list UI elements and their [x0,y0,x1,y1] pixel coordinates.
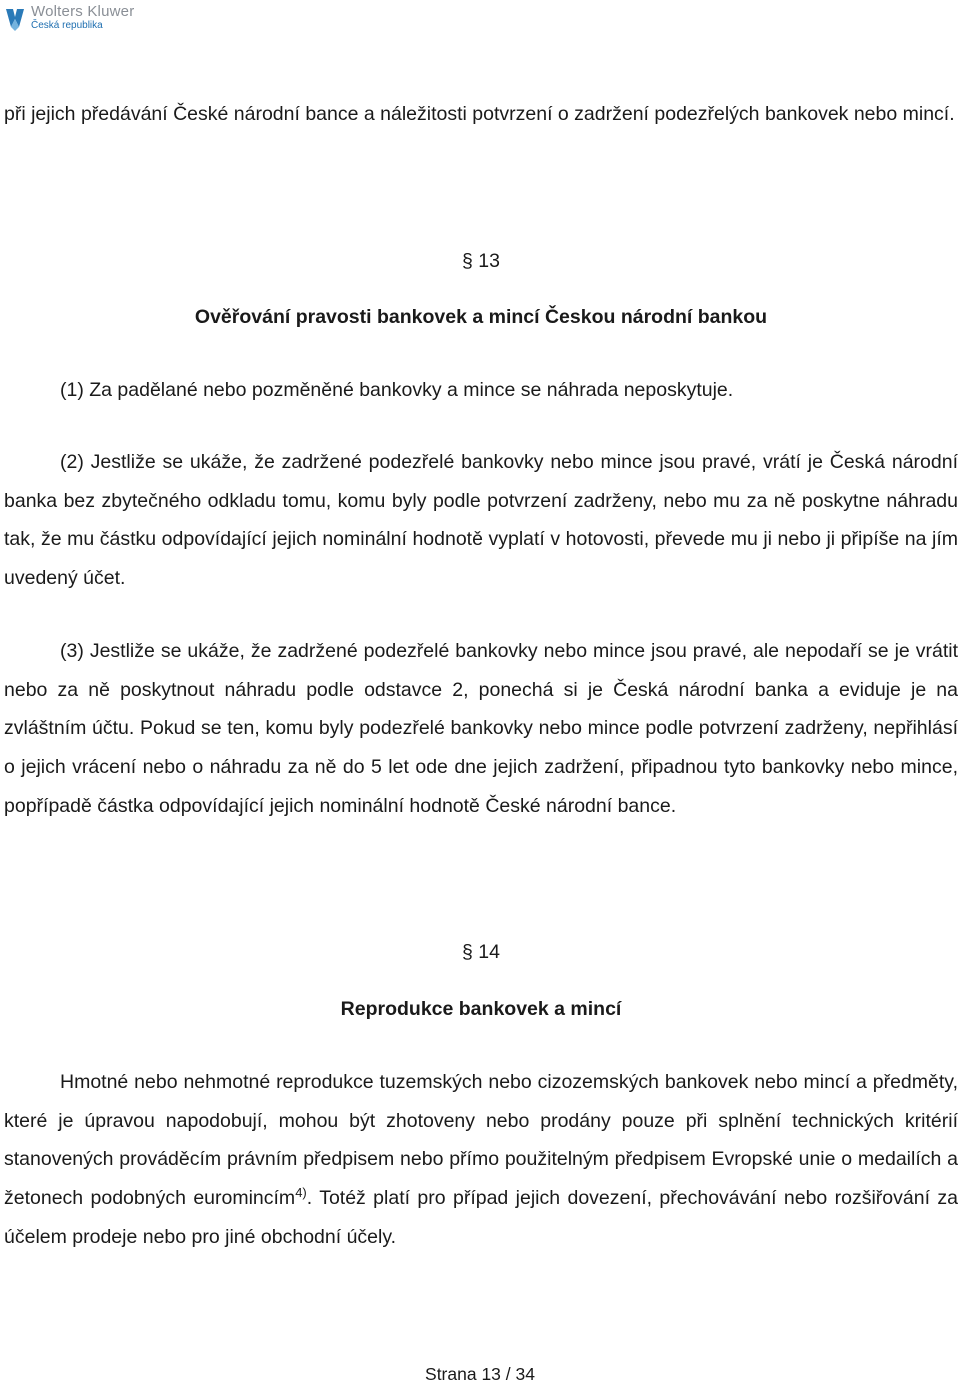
section-14-number: § 14 [462,941,500,963]
logo-text [31,4,134,31]
section-13-title: Ověřování pravosti bankovek a mincí Českou národní bankou [194,306,768,328]
section-13-paragraph-3: (3) Jestliže se ukáže, že zadržené podezřelé bankovky nebo mince jsou pravé, ale nepodaří se je vrátit nebo za ně poskytnout náhradu podle odstavce 2, ponechá si je Česká národní banka a eviduje je na zvláštním účtu. Pokud se ten, komu byly podezřelé bankovky nebo mince podle potvrzení zadrženy, nepřihlásí o jejich vrácení nebo o náhradu za ně do 5 let ode dne jejich zadržení, připadnou tyto bankovky nebo mince, popřípadě částka odpovídající jejich nominální hodnotě České národní bance. [4,640,958,817]
logo-brand-name: Wolters Kluwer [31,3,135,20]
section-14-paragraph-1 [4,1063,958,1257]
footnote-reference[interactable]: 4) [295,1185,307,1201]
publisher-logo [4,4,134,31]
intro-paragraph: při jejich předávání České národní bance a náležitosti potvrzení o zadržení podezřelých bankovek nebo mincí. [4,103,955,125]
logo-subbrand: Česká republika [31,20,103,31]
wolters-kluwer-logo-icon [4,5,26,31]
section-14-text-before-footnote: Hmotné nebo nehmotné reprodukce tuzemských nebo cizozemských bankovek nebo mincí a předměty, které je úpravou napodobují, mohou být zhotoveny nebo prodány pouze při splnění technických kritérií stanovených prováděcím právním předpisem nebo přímo použitelným předpisem Evropské unie o medailích a žetonech podobných euromincím [4,1071,958,1210]
section-13-paragraph-1: (1) Za padělané nebo pozměněné bankovky a mince se náhrada neposkytuje. [60,379,734,401]
section-14-title: Reprodukce bankovek a mincí [340,998,622,1020]
section-14-text-after-footnote: . Totéž platí pro případ jejich dovezení, přechovávání nebo rozšiřování za účelem prodeje nebo pro jiné obchodní účely. [4,1187,958,1248]
page-number: Strana 13 / 34 [425,1364,535,1384]
section-13-paragraph-2: (2) Jestliže se ukáže, že zadržené podezřelé bankovky nebo mince jsou pravé, vrátí je Česká národní banka bez zbytečného odkladu tomu, komu byly podle potvrzení zadrženy, nebo mu za ně poskytne náhradu tak, že mu částku odpovídající jejich nominální hodnotě vyplatí v hotovosti, převede mu ji nebo ji připíše na jím uvedený účet. [4,451,958,590]
section-13-number: § 13 [462,250,500,272]
